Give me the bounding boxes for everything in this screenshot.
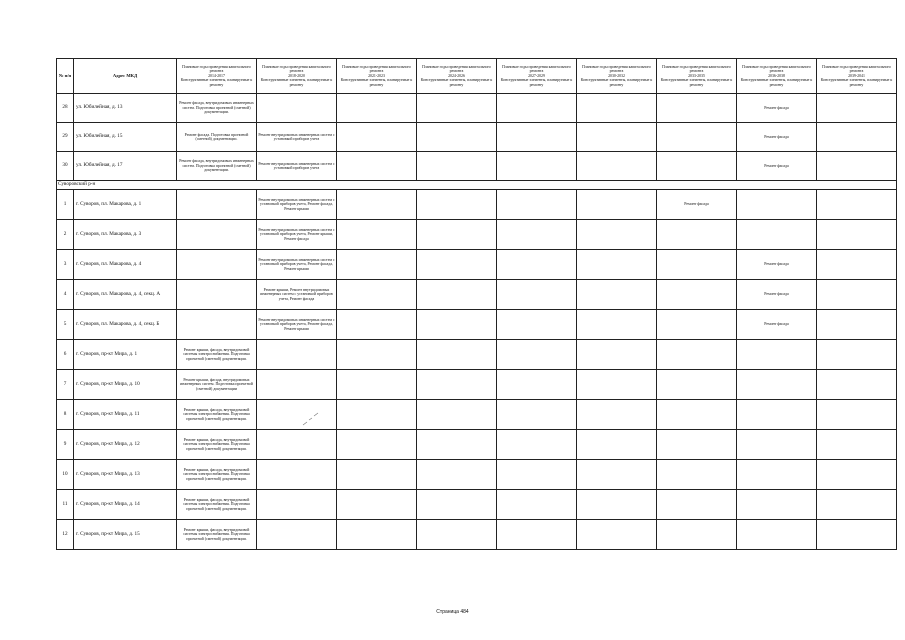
table-row (57, 340, 897, 370)
works-cell (817, 190, 897, 220)
works-cell (337, 280, 417, 310)
row-number: 1 (57, 190, 74, 220)
works-cell: Ремонт крыши, фасада, внутридомовых инженерных систем. Подготовка проектной (сметной) документации (177, 370, 257, 400)
works-cell (817, 152, 897, 181)
row-number: 11 (57, 490, 74, 520)
works-cell (817, 400, 897, 430)
works-cell (177, 190, 257, 220)
works-cell: Ремонт крыши, фасада, внутридомовой системы электроснабжения. Подготовка проектной (сметной) документации. (177, 520, 257, 550)
works-cell (817, 123, 897, 152)
row-number: 3 (57, 250, 74, 280)
works-cell (497, 370, 577, 400)
works-cell (177, 310, 257, 340)
works-cell (737, 460, 817, 490)
table-row (57, 460, 897, 490)
works-cell: Ремонт фасада (737, 280, 817, 310)
header-period: Плановые годы проведения капитального ремонта 2039-2041 Конструктивные элементы, планируемые к ремонту (817, 59, 897, 94)
row-address: г. Суворов, пл. Макарова, д. 3 (74, 220, 177, 250)
works-cell (337, 430, 417, 460)
works-cell (737, 370, 817, 400)
row-address: г. Суворов, пл. Макарова, д. 4, секц. А (74, 280, 177, 310)
works-cell (657, 94, 737, 123)
works-cell: Ремонт крыши, фасада, внутридомовой системы электроснабжения. Подготовка проектной (сметной) документации. (177, 430, 257, 460)
table-row (57, 123, 897, 152)
row-number: 12 (57, 520, 74, 550)
row-number: 10 (57, 460, 74, 490)
table-row (57, 310, 897, 340)
works-cell (257, 340, 337, 370)
works-cell: Ремонт фасада (737, 310, 817, 340)
works-cell (657, 310, 737, 340)
works-cell (577, 430, 657, 460)
works-cell (417, 220, 497, 250)
table-row (57, 250, 897, 280)
works-cell (417, 310, 497, 340)
works-cell (177, 250, 257, 280)
row-address: г. Суворов, пр-кт Мира, д. 1 (74, 340, 177, 370)
works-cell (497, 280, 577, 310)
works-cell (657, 250, 737, 280)
works-cell (657, 280, 737, 310)
works-cell: Ремонт внутридомовых инженерных систем с установкой приборов учета, Ремонт крыши, Ремонт фасада (257, 220, 337, 250)
works-cell (497, 460, 577, 490)
works-cell (337, 460, 417, 490)
works-cell (417, 123, 497, 152)
works-cell (337, 94, 417, 123)
works-cell (657, 123, 737, 152)
works-cell (817, 520, 897, 550)
pen-mark-icon (302, 412, 320, 426)
table-row (57, 94, 897, 123)
row-number: 7 (57, 370, 74, 400)
works-cell (577, 400, 657, 430)
works-cell (817, 250, 897, 280)
works-cell (497, 250, 577, 280)
row-number: 5 (57, 310, 74, 340)
works-cell (577, 490, 657, 520)
row-address: г. Суворов, пр-кт Мира, д. 11 (74, 400, 177, 430)
works-cell: Ремонт внутридомовых инженерных систем с установкой приборов учета (257, 123, 337, 152)
works-cell (337, 340, 417, 370)
row-address: г. Суворов, пл. Макарова, д. 4 (74, 250, 177, 280)
works-cell: Ремонт крыши, Ремонт внутридомовых инженерных систем с установкой приборов учета, Ремонт фасада (257, 280, 337, 310)
works-cell (337, 190, 417, 220)
works-cell (177, 220, 257, 250)
table-row (57, 220, 897, 250)
row-address: г. Суворов, пр-кт Мира, д. 10 (74, 370, 177, 400)
row-address: ул. Юбилейная, д. 13 (74, 94, 177, 123)
row-address: г. Суворов, пл. Макарова, д. 4, секц. Б (74, 310, 177, 340)
works-cell: Ремонт крыши, фасада, внутридомовой системы электроснабжения. Подготовка проектной (сметной) документации. (177, 490, 257, 520)
works-cell (417, 250, 497, 280)
works-cell (497, 400, 577, 430)
works-cell (817, 310, 897, 340)
works-cell (817, 340, 897, 370)
works-cell (577, 310, 657, 340)
row-address: ул. Юбилейная, д. 15 (74, 123, 177, 152)
row-address: г. Суворов, пр-кт Мира, д. 12 (74, 430, 177, 460)
works-cell (737, 400, 817, 430)
works-cell (497, 430, 577, 460)
works-cell: Ремонт фасада (737, 250, 817, 280)
works-cell (657, 430, 737, 460)
works-cell (497, 152, 577, 181)
row-address: г. Суворов, пл. Макарова, д. 1 (74, 190, 177, 220)
works-cell: Ремонт фасада (737, 152, 817, 181)
works-cell (337, 250, 417, 280)
works-cell (417, 430, 497, 460)
header-address: Адрес МКД (74, 59, 177, 94)
header-period: Плановые годы проведения капитального ремонта 2036-2038 Конструктивные элементы, планируемые к ремонту (737, 59, 817, 94)
repair-plan-table (56, 58, 897, 550)
works-cell: Ремонт крыши, фасада, внутридомовой системы электроснабжения. Подготовка проектной (сметной) документации. (177, 400, 257, 430)
works-cell (577, 370, 657, 400)
works-cell (417, 520, 497, 550)
district-row (57, 181, 897, 190)
row-address: г. Суворов, пр-кт Мира, д. 15 (74, 520, 177, 550)
works-cell (817, 430, 897, 460)
works-cell: Ремонт внутридомовых инженерных систем с установкой приборов учета (257, 152, 337, 181)
works-cell (417, 152, 497, 181)
table-row (57, 400, 897, 430)
works-cell (417, 370, 497, 400)
header-period: Плановые годы проведения капитального ремонта 2014-2017 Конструктивные элементы, планируемые к ремонту (177, 59, 257, 94)
works-cell (657, 400, 737, 430)
works-cell (737, 430, 817, 460)
table-row (57, 520, 897, 550)
works-cell: Ремонт фасада. Подготовка проектной (сметной) документации. (177, 123, 257, 152)
works-cell (817, 94, 897, 123)
page-number: Страница 484 (436, 609, 469, 615)
works-cell (817, 220, 897, 250)
header-period: Плановые годы проведения капитального ремонта 2030-2032 Конструктивные элементы, планируемые к ремонту (577, 59, 657, 94)
table-row (57, 190, 897, 220)
works-cell (657, 152, 737, 181)
row-number: 2 (57, 220, 74, 250)
works-cell (337, 370, 417, 400)
row-number: 28 (57, 94, 74, 123)
works-cell (737, 520, 817, 550)
works-cell (577, 340, 657, 370)
works-cell (497, 94, 577, 123)
header-row (57, 59, 897, 94)
works-cell (337, 490, 417, 520)
works-cell (257, 430, 337, 460)
works-cell: Ремонт внутридомовых инженерных систем с установкой приборов учета, Ремонт фасада, Ремонт крыши (257, 190, 337, 220)
works-cell (577, 152, 657, 181)
works-cell (337, 520, 417, 550)
header-period: Плановые годы проведения капитального ремонта 2033-2035 Конструктивные элементы, планируемые к ремонту (657, 59, 737, 94)
works-cell (417, 94, 497, 123)
row-number: 8 (57, 400, 74, 430)
works-cell: Ремонт внутридомовых инженерных систем с установкой приборов учета, Ремонт фасада, Ремонт крыши (257, 310, 337, 340)
works-cell: Ремонт внутридомовых инженерных систем с установкой приборов учета, Ремонт фасада, Ремонт крыши (257, 250, 337, 280)
header-period: Плановые годы проведения капитального ремонта 2021-2023 Конструктивные элементы, планируемые к ремонту (337, 59, 417, 94)
works-cell (417, 280, 497, 310)
works-cell (577, 280, 657, 310)
works-cell (257, 400, 337, 430)
works-cell (497, 490, 577, 520)
works-cell: Ремонт крыши, фасада, внутридомовой системы электроснабжения. Подготовка проектной (сметной) документации. (177, 340, 257, 370)
row-number: 9 (57, 430, 74, 460)
district-name: Суворовский р-н (57, 181, 897, 190)
works-cell (337, 220, 417, 250)
header-num: № п/п (57, 59, 74, 94)
works-cell (257, 94, 337, 123)
works-cell (417, 460, 497, 490)
works-cell (417, 400, 497, 430)
row-address: г. Суворов, пр-кт Мира, д. 13 (74, 460, 177, 490)
works-cell: Ремонт фасада, внутридомовых инженерных систем. Подготовка проектной (сметной) документации. (177, 152, 257, 181)
works-cell (257, 520, 337, 550)
header-period: Плановые годы проведения капитального ремонта 2027-2029 Конструктивные элементы, планируемые к ремонту (497, 59, 577, 94)
works-cell (257, 490, 337, 520)
works-cell: Ремонт фасада (737, 123, 817, 152)
works-cell (497, 123, 577, 152)
works-cell (817, 280, 897, 310)
works-cell (657, 490, 737, 520)
header-period: Плановые годы проведения капитального ремонта 2018-2020 Конструктивные элементы, планируемые к ремонту (257, 59, 337, 94)
works-cell (337, 310, 417, 340)
row-number: 30 (57, 152, 74, 181)
works-cell: Ремонт крыши, фасада, внутридомовой системы электроснабжения. Подготовка проектной (сметной) документации. (177, 460, 257, 490)
works-cell (577, 460, 657, 490)
row-number: 6 (57, 340, 74, 370)
works-cell (257, 370, 337, 400)
table-row (57, 430, 897, 460)
works-cell (257, 460, 337, 490)
works-cell (657, 220, 737, 250)
works-cell (417, 190, 497, 220)
works-cell (337, 152, 417, 181)
works-cell (417, 340, 497, 370)
works-cell (657, 340, 737, 370)
works-cell (817, 490, 897, 520)
works-cell (817, 370, 897, 400)
works-cell (577, 250, 657, 280)
works-cell (497, 220, 577, 250)
works-cell: Ремонт фасада (657, 190, 737, 220)
works-cell (577, 520, 657, 550)
works-cell (737, 190, 817, 220)
works-cell: Ремонт фасада (737, 94, 817, 123)
works-cell (737, 220, 817, 250)
header-period: Плановые годы проведения капитального ремонта 2024-2026 Конструктивные элементы, планируемые к ремонту (417, 59, 497, 94)
works-cell (577, 94, 657, 123)
works-cell (657, 460, 737, 490)
works-cell (497, 310, 577, 340)
works-cell (737, 340, 817, 370)
works-cell (737, 490, 817, 520)
works-cell (497, 190, 577, 220)
works-cell (497, 340, 577, 370)
table-row (57, 152, 897, 181)
row-address: г. Суворов, пр-кт Мира, д. 14 (74, 490, 177, 520)
works-cell (817, 460, 897, 490)
works-cell (657, 370, 737, 400)
table-row (57, 490, 897, 520)
row-number: 29 (57, 123, 74, 152)
works-cell (177, 280, 257, 310)
works-cell (577, 220, 657, 250)
table-row (57, 370, 897, 400)
row-address: ул. Юбилейная, д. 17 (74, 152, 177, 181)
works-cell (577, 190, 657, 220)
works-cell (337, 400, 417, 430)
works-cell: Ремонт фасада, внутридомовых инженерных систем. Подготовка проектной (сметной) документации. (177, 94, 257, 123)
table-row (57, 280, 897, 310)
works-cell (657, 520, 737, 550)
works-cell (337, 123, 417, 152)
works-cell (417, 490, 497, 520)
row-number: 4 (57, 280, 74, 310)
works-cell (497, 520, 577, 550)
works-cell (577, 123, 657, 152)
